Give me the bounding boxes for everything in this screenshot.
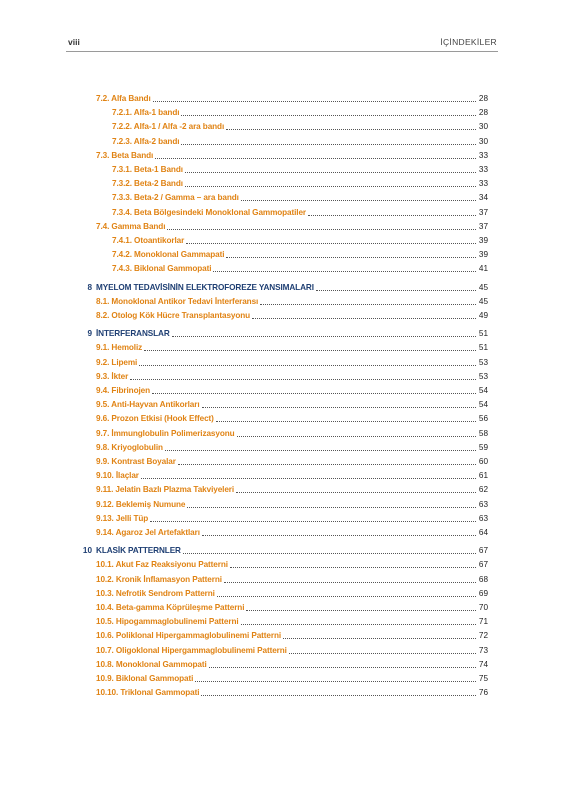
toc-entry bbox=[96, 470, 488, 482]
dot-leader bbox=[241, 623, 476, 625]
toc-entry-row[interactable] bbox=[0, 470, 562, 482]
toc-entry-title[interactable]: 7.2.3. Alfa-2 bandı bbox=[112, 137, 180, 146]
toc-page-number: 49 bbox=[478, 311, 488, 320]
toc-entry-title[interactable]: 7.3.4. Beta Bölgesindeki Monoklonal Gammopatiler bbox=[112, 208, 307, 217]
toc-entry bbox=[96, 310, 488, 322]
toc-entry-title[interactable]: 9.5. Anti-Hayvan Antikorları bbox=[96, 400, 200, 409]
toc-page-number: 30 bbox=[478, 137, 488, 146]
toc-entry bbox=[96, 588, 488, 600]
dot-leader bbox=[141, 477, 476, 479]
toc-entry-title[interactable]: 7.2.1. Alfa-1 bandı bbox=[112, 108, 180, 117]
toc-entry bbox=[96, 428, 488, 440]
dot-leader bbox=[283, 637, 476, 639]
toc-entry bbox=[96, 673, 488, 685]
toc-entry-title[interactable]: 7.2.2. Alfa-1 / Alfa -2 ara bandı bbox=[112, 122, 225, 131]
toc-entry-row[interactable] bbox=[0, 249, 562, 261]
toc-entry-row[interactable] bbox=[0, 602, 562, 614]
dot-leader bbox=[150, 520, 476, 522]
toc-entry bbox=[112, 249, 488, 261]
section-title: İÇİNDEKİLER bbox=[440, 37, 497, 47]
toc-page-number: 51 bbox=[478, 329, 488, 338]
toc-entry-row[interactable] bbox=[0, 499, 562, 511]
toc-page-number: 62 bbox=[478, 485, 488, 494]
toc-entry bbox=[96, 456, 488, 468]
toc-page-number: 51 bbox=[478, 343, 488, 352]
toc-entry bbox=[96, 659, 488, 671]
toc-entry bbox=[96, 630, 488, 642]
toc-page-number: 67 bbox=[478, 546, 488, 555]
toc-entry-row[interactable] bbox=[0, 164, 562, 176]
dot-leader bbox=[201, 694, 476, 696]
toc-entry bbox=[96, 150, 488, 162]
toc-page-number: 33 bbox=[478, 165, 488, 174]
dot-leader bbox=[130, 378, 476, 380]
toc-page-number: 30 bbox=[478, 122, 488, 131]
toc-page-number: 54 bbox=[478, 400, 488, 409]
toc-entry bbox=[96, 545, 488, 557]
toc-entry-title[interactable]: 9.7. İmmunglobulin Polimerizasyonu bbox=[96, 429, 235, 438]
page-number-label: viii bbox=[68, 37, 80, 47]
dot-leader bbox=[183, 552, 476, 554]
toc-entry-row[interactable] bbox=[0, 357, 562, 369]
dot-leader bbox=[202, 534, 476, 536]
toc-entry bbox=[112, 121, 488, 133]
toc-entry-title[interactable]: 7.4. Gamma Bandı bbox=[96, 222, 166, 231]
toc-entry-row[interactable] bbox=[0, 630, 562, 642]
dot-leader bbox=[224, 581, 476, 583]
dot-leader bbox=[289, 652, 476, 654]
toc-entry-title[interactable]: 8.1. Monoklonal Antikor Tedavi İnterferansı bbox=[96, 297, 259, 306]
dot-leader bbox=[236, 491, 476, 493]
toc-entry-row[interactable] bbox=[0, 399, 562, 411]
dot-leader bbox=[308, 214, 476, 216]
toc-entry bbox=[96, 616, 488, 628]
dot-leader bbox=[144, 349, 476, 351]
dot-leader bbox=[185, 185, 476, 187]
toc-page-number: 33 bbox=[478, 179, 488, 188]
dot-leader bbox=[217, 595, 476, 597]
dot-leader bbox=[216, 420, 476, 422]
toc-entry-row[interactable] bbox=[0, 121, 562, 133]
dot-leader bbox=[181, 114, 476, 116]
toc-entry bbox=[96, 399, 488, 411]
dot-leader bbox=[152, 392, 476, 394]
toc-page-number: 37 bbox=[478, 208, 488, 217]
toc-entry-row[interactable] bbox=[0, 178, 562, 190]
page-header bbox=[66, 37, 498, 52]
toc-entry-title[interactable]: 10.7. Oligoklonal Hipergammaglobulinemi Patterni bbox=[96, 646, 287, 655]
toc-entry-title[interactable]: 9.9. Kontrast Boyalar bbox=[96, 457, 176, 466]
toc-page-number: 75 bbox=[478, 674, 488, 683]
dot-leader bbox=[139, 364, 476, 366]
dot-leader bbox=[252, 317, 476, 319]
toc-page-number: 61 bbox=[478, 471, 488, 480]
dot-leader bbox=[153, 100, 476, 102]
toc-entry-row[interactable] bbox=[0, 107, 562, 119]
toc-entry-title[interactable]: 9.10. İlaçlar bbox=[96, 471, 139, 480]
toc-entry bbox=[96, 527, 488, 539]
toc-entry bbox=[96, 385, 488, 397]
toc-entry-title[interactable]: 9.12. Beklemiş Numune bbox=[96, 500, 186, 509]
toc-entry-title[interactable]: 9.2. Lipemi bbox=[96, 358, 138, 367]
toc-entry-title[interactable]: 7.4.2. Monoklonal Gammapati bbox=[112, 250, 225, 259]
toc-entry-title[interactable]: 7.4.1. Otoantikorlar bbox=[112, 236, 185, 245]
toc-entry-title[interactable]: 10.8. Monoklonal Gammopati bbox=[96, 660, 207, 669]
toc-entry-title[interactable]: 9.4. Fibrinojen bbox=[96, 386, 151, 395]
toc-entry-title[interactable]: 7.4.3. Biklonal Gammopati bbox=[112, 264, 212, 273]
dot-leader bbox=[213, 270, 476, 272]
toc-entry bbox=[96, 328, 488, 340]
toc-page-number: 53 bbox=[478, 372, 488, 381]
toc-page-number: 45 bbox=[478, 283, 488, 292]
toc-entry-title[interactable]: 7.2. Alfa Bandı bbox=[96, 94, 151, 103]
toc-entry bbox=[112, 192, 488, 204]
chapter-number: 8 bbox=[87, 283, 92, 292]
toc-page-number: 64 bbox=[478, 528, 488, 537]
toc-entry bbox=[96, 574, 488, 586]
toc-entry-title[interactable]: MYELOM TEDAVİSİNİN ELEKTROFOREZE YANSIMALARI bbox=[96, 283, 314, 292]
dot-leader bbox=[181, 143, 476, 145]
toc-entry-row[interactable] bbox=[0, 296, 562, 308]
toc-entry bbox=[96, 357, 488, 369]
toc-entry-row[interactable] bbox=[0, 527, 562, 539]
dot-leader bbox=[241, 199, 476, 201]
toc-entry-row[interactable] bbox=[0, 645, 562, 657]
toc-page-number: 76 bbox=[478, 688, 488, 697]
toc-entry-row[interactable] bbox=[0, 413, 562, 425]
toc-page-number: 63 bbox=[478, 514, 488, 523]
toc-entry bbox=[96, 559, 488, 571]
toc-entry-row[interactable] bbox=[0, 150, 562, 162]
toc-entry bbox=[96, 282, 488, 294]
toc-entry-row[interactable] bbox=[0, 687, 562, 699]
toc-entry-title[interactable]: 9.13. Jelli Tüp bbox=[96, 514, 149, 523]
toc-page-number: 68 bbox=[478, 575, 488, 584]
toc-entry-row[interactable] bbox=[0, 263, 562, 275]
toc-page-number: 53 bbox=[478, 358, 488, 367]
dot-leader bbox=[237, 435, 476, 437]
toc-entry bbox=[96, 499, 488, 511]
toc-entry-title[interactable]: 7.3.2. Beta-2 Bandı bbox=[112, 179, 183, 188]
toc-entry bbox=[96, 342, 488, 354]
toc-entry-row[interactable] bbox=[0, 588, 562, 600]
toc-entry bbox=[112, 207, 488, 219]
toc-entry bbox=[96, 413, 488, 425]
toc-page-number: 33 bbox=[478, 151, 488, 160]
dot-leader bbox=[230, 566, 476, 568]
toc-entry-row[interactable] bbox=[0, 192, 562, 204]
dot-leader bbox=[185, 171, 476, 173]
toc-entry-title[interactable]: İNTERFERANSLAR bbox=[96, 329, 170, 338]
dot-leader bbox=[186, 242, 476, 244]
dot-leader bbox=[155, 157, 476, 159]
toc-entry-title[interactable]: 7.3. Beta Bandı bbox=[96, 151, 154, 160]
toc-entry-row[interactable] bbox=[0, 659, 562, 671]
dot-leader bbox=[187, 506, 476, 508]
toc-page-number: 45 bbox=[478, 297, 488, 306]
toc-entry-title[interactable]: 9.6. Prozon Etkisi (Hook Effect) bbox=[96, 414, 214, 423]
toc-page-number: 28 bbox=[478, 108, 488, 117]
toc-page-number: 73 bbox=[478, 646, 488, 655]
toc-page-number: 60 bbox=[478, 457, 488, 466]
toc-entry-row[interactable] bbox=[0, 574, 562, 586]
toc-entry-row[interactable] bbox=[0, 207, 562, 219]
dot-leader bbox=[195, 680, 476, 682]
toc-entry bbox=[112, 107, 488, 119]
toc-entry-row[interactable] bbox=[0, 371, 562, 383]
toc-entry-title[interactable]: 10.3. Nefrotik Sendrom Patterni bbox=[96, 589, 215, 598]
dot-leader bbox=[202, 406, 476, 408]
toc-entry-title[interactable]: 9.1. Hemoliz bbox=[96, 343, 143, 352]
toc-entry bbox=[96, 602, 488, 614]
toc-entry-title[interactable]: KLASİK PATTERNLER bbox=[96, 546, 181, 555]
toc-page-number: 71 bbox=[478, 617, 488, 626]
toc-entry-row[interactable] bbox=[0, 342, 562, 354]
toc-entry-title[interactable]: 8.2. Otolog Kök Hücre Transplantasyonu bbox=[96, 311, 251, 320]
toc-entry bbox=[112, 164, 488, 176]
toc-entry-row[interactable] bbox=[0, 442, 562, 454]
toc-chapter-row[interactable] bbox=[0, 328, 562, 340]
toc-page-number: 34 bbox=[478, 193, 488, 202]
toc-page-number: 70 bbox=[478, 603, 488, 612]
toc-entry-row[interactable] bbox=[0, 673, 562, 685]
toc-page-number: 28 bbox=[478, 94, 488, 103]
dot-leader bbox=[167, 228, 476, 230]
toc-entry bbox=[96, 645, 488, 657]
dot-leader bbox=[226, 128, 476, 130]
toc-page-number: 58 bbox=[478, 429, 488, 438]
toc-entry-row[interactable] bbox=[0, 93, 562, 105]
toc-page-number: 59 bbox=[478, 443, 488, 452]
toc-page-number: 63 bbox=[478, 500, 488, 509]
dot-leader bbox=[165, 449, 476, 451]
toc-page-number: 39 bbox=[478, 250, 488, 259]
toc-chapter-row[interactable] bbox=[0, 545, 562, 557]
toc-page-number: 39 bbox=[478, 236, 488, 245]
toc-entry-row[interactable] bbox=[0, 616, 562, 628]
toc-chapter-row[interactable] bbox=[0, 282, 562, 294]
toc-entry-row[interactable] bbox=[0, 513, 562, 525]
dot-leader bbox=[209, 666, 476, 668]
toc-page-number: 56 bbox=[478, 414, 488, 423]
dot-leader bbox=[172, 335, 476, 337]
toc-page-number: 72 bbox=[478, 631, 488, 640]
toc-entry bbox=[112, 235, 488, 247]
dot-leader bbox=[226, 256, 476, 258]
toc-entry-title[interactable]: 7.3.3. Beta-2 / Gamma – ara bandı bbox=[112, 193, 239, 202]
toc-entry-row[interactable] bbox=[0, 136, 562, 148]
toc-entry-title[interactable]: 9.11. Jelatin Bazlı Plazma Takviyeleri bbox=[96, 485, 235, 494]
dot-leader bbox=[246, 609, 476, 611]
toc-entry-title[interactable]: 10.5. Hipogammaglobulinemi Patterni bbox=[96, 617, 239, 626]
toc-entry bbox=[96, 221, 488, 233]
toc-page-number: 54 bbox=[478, 386, 488, 395]
toc-entry-title[interactable]: 9.3. İkter bbox=[96, 372, 129, 381]
toc-entry bbox=[96, 296, 488, 308]
chapter-number: 9 bbox=[87, 329, 92, 338]
toc-entry bbox=[96, 484, 488, 496]
toc-entry-row[interactable] bbox=[0, 484, 562, 496]
toc-entry-title[interactable]: 10.1. Akut Faz Reaksiyonu Patterni bbox=[96, 560, 228, 569]
toc-entry bbox=[96, 371, 488, 383]
toc-entry-title[interactable]: 9.8. Kriyoglobulin bbox=[96, 443, 163, 452]
toc-page-number: 41 bbox=[478, 264, 488, 273]
toc-entry-title[interactable]: 10.4. Beta-gamma Köprüleşme Patterni bbox=[96, 603, 245, 612]
toc-page-number: 67 bbox=[478, 560, 488, 569]
dot-leader bbox=[316, 289, 476, 291]
toc-entry-title[interactable]: 10.6. Poliklonal Hipergammaglobulinemi Patterni bbox=[96, 631, 282, 640]
toc-page-number: 37 bbox=[478, 222, 488, 231]
toc-entry bbox=[96, 513, 488, 525]
toc-entry-row[interactable] bbox=[0, 310, 562, 322]
toc-entry-title[interactable]: 10.2. Kronik İnflamasyon Patterni bbox=[96, 575, 222, 584]
toc-entry-row[interactable] bbox=[0, 221, 562, 233]
toc-entry bbox=[96, 687, 488, 699]
toc-entry bbox=[96, 93, 488, 105]
chapter-number: 10 bbox=[82, 546, 92, 555]
dot-leader bbox=[260, 303, 476, 305]
dot-leader bbox=[178, 463, 476, 465]
toc-entry-row[interactable] bbox=[0, 235, 562, 247]
toc-entry-row[interactable] bbox=[0, 428, 562, 440]
toc-entry-row[interactable] bbox=[0, 456, 562, 468]
toc-entry bbox=[112, 263, 488, 275]
toc-entry-row[interactable] bbox=[0, 559, 562, 571]
toc-entry bbox=[96, 442, 488, 454]
toc-entry bbox=[112, 136, 488, 148]
toc-entry-title[interactable]: 10.9. Biklonal Gammopati bbox=[96, 674, 194, 683]
toc-page-number: 69 bbox=[478, 589, 488, 598]
toc-page-number: 74 bbox=[478, 660, 488, 669]
toc-entry bbox=[112, 178, 488, 190]
toc-entry-row[interactable] bbox=[0, 385, 562, 397]
toc-entry-title[interactable]: 7.3.1. Beta-1 Bandı bbox=[112, 165, 183, 174]
toc-entry-title[interactable]: 10.10. Triklonal Gammopati bbox=[96, 688, 200, 697]
toc-entry-title[interactable]: 9.14. Agaroz Jel Artefaktları bbox=[96, 528, 200, 537]
